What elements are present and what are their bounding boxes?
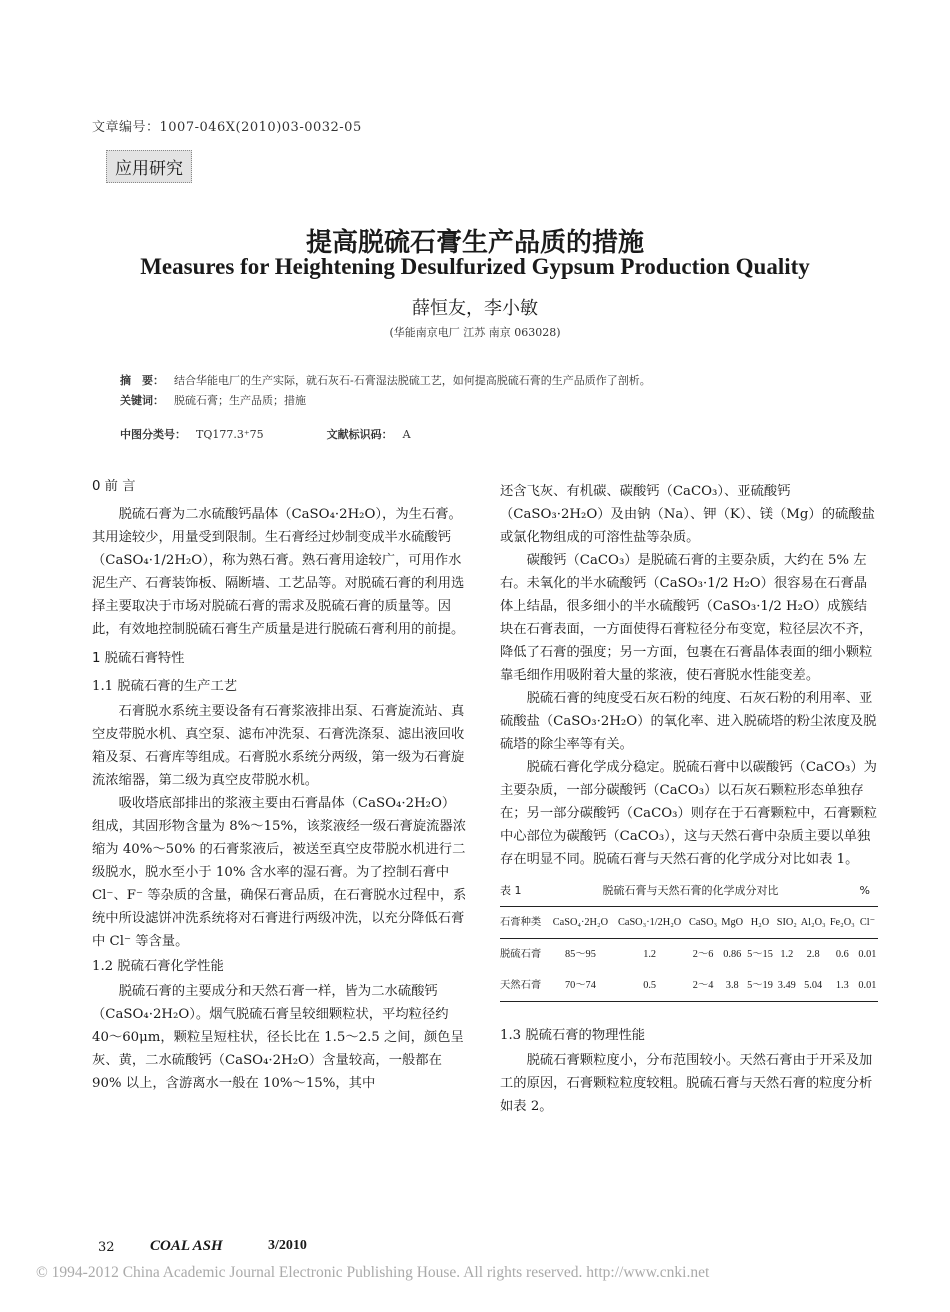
table-1 — [500, 879, 878, 1002]
table-title: 脱硫石膏与天然石膏的化学成分对比 — [602, 884, 779, 897]
classification-value: TQ177.3⁺75 — [196, 428, 264, 441]
keywords-label: 关键词： — [120, 394, 164, 407]
title-english: Measures for Heightening Desulfurized Gypsum Production Quality — [140, 254, 810, 279]
paragraph: 还含飞灰、有机碳、碳酸钙（CaCO₃）、亚硫酸钙（CaSO₃·2H₂O）及由钠（Na）、钾（K）、镁（Mg）的硫酸盐或氯化物组成的可溶性盐等杂质。 — [500, 484, 875, 545]
table-row — [500, 939, 878, 971]
paragraph: 脱硫石膏颗粒度小，分布范围较小。天然石膏由于开采及加工的原因，石膏颗粒粒度较粗。脱硫石膏与天然石膏的粒度分析如表 2。 — [500, 1053, 873, 1114]
subsection-heading-1-3: 1.3 脱硫石膏的物理性能 — [500, 1028, 646, 1043]
right-column — [500, 480, 878, 1118]
table-cell: 0.6 — [835, 949, 849, 960]
table-header: CaSO₃·1/2H₂O — [613, 907, 687, 939]
table-cell: 85～95 — [564, 949, 596, 960]
table-header: 石膏种类 — [500, 907, 548, 939]
keywords-text: 脱硫石膏；生产品质；措施 — [174, 394, 306, 407]
classification — [120, 426, 411, 442]
table-caption — [500, 879, 870, 902]
abstract — [120, 372, 651, 388]
table-cell: 5～19 — [745, 970, 775, 1002]
doc-code-value: A — [402, 428, 411, 441]
paragraph: 吸收塔底部排出的浆液主要由石膏晶体（CaSO₄·2H₂O）组成，其固形物含量为 8%～15%，该浆液经一级石膏旋流器浓缩为 40%～50% 的石膏浆液后，被送至真空皮带脱水机进行二级脱水，脱水至小于 10% 含水率的湿石膏。为了控制石膏中 Cl⁻、F⁻ 等杂质的含量，确保石膏品质，在石膏脱水过程中，系统中所设滤饼冲洗系统将对石膏进行两级冲洗，以充分降低石膏中 Cl⁻ 等含量。 — [92, 796, 467, 949]
table-cell: 70～74 — [548, 970, 613, 1002]
table-cell: 0.86 — [723, 949, 742, 960]
copyright-notice: © 1994-2012 China Academic Journal Electronic Publishing House. All rights reserved. http://www.cnki.net — [36, 1264, 710, 1281]
table-header: Cl⁻ — [857, 907, 878, 939]
column-tag: 应用研究 — [106, 150, 192, 183]
table-cell: 2～6 — [692, 949, 714, 960]
table-header: Fe₂O₃ — [828, 907, 857, 939]
authors: 薛恒友，李小敏 — [412, 298, 538, 319]
title-chinese: 提高脱硫石膏生产品质的措施 — [305, 228, 644, 258]
table-header: CaSO₄·2H₂O — [548, 907, 613, 939]
page-number: 32 — [98, 1240, 115, 1255]
paragraph: 石膏脱水系统主要设备有石膏浆液排出泵、石膏旋流站、真空皮带脱水机、真空泵、滤布冲洗泵、石膏洗涤泵、滤出液回收箱及泵、石膏库等组成。石膏脱水系统分两级，第一级为石膏旋流浓缩器，第二级为真空皮带脱水机。 — [92, 704, 465, 788]
section-heading-0: 0 前 言 — [92, 479, 136, 494]
table-header: SIO₂ — [775, 907, 799, 939]
paragraph: 脱硫石膏的主要成分和天然石膏一样，皆为二水硫酸钙（CaSO₄·2H₂O）。烟气脱硫石膏呈较细颗粒状，平均粒径约 40～60μm，颗粒呈短柱状，径长比在 1.5～2.5 之间，颜色呈灰、黄，二水硫酸钙（CaSO₄·2H₂O）含量较高，一般都在 90% 以上，含游离水一般在 10%～15%，其中 — [92, 984, 464, 1091]
paragraph: 脱硫石膏为二水硫酸钙晶体（CaSO₄·2H₂O），为生石膏。其用途较少，用量受到限制。生石膏经过炒制变成半水硫酸钙（CaSO₄·1/2H₂O），称为熟石膏。熟石膏用途较广，可用作水泥生产、石膏装饰板、隔断墙、工艺品等。对脱硫石膏的利用选择主要取决于市场对脱硫石膏的需求及脱硫石膏的质量等。因此，有效地控制脱硫石膏生产质量是进行脱硫石膏利用的前提。 — [92, 507, 465, 637]
table-cell: 3.49 — [775, 970, 799, 1002]
composition-table — [500, 906, 878, 1002]
subsection-heading-1-2: 1.2 脱硫石膏化学性能 — [92, 959, 224, 974]
table-row — [500, 970, 878, 1002]
article-number: 文章编号：1007-046X(2010)03-0032-05 — [92, 120, 362, 135]
table-cell: 5～15 — [747, 949, 773, 960]
table-header-row — [500, 907, 878, 939]
journal-issue: 3/2010 — [268, 1238, 307, 1253]
table-cell: 2～4 — [687, 970, 720, 1002]
table-cell: 3.8 — [720, 970, 745, 1002]
table-cell: 0.5 — [613, 970, 687, 1002]
keywords — [120, 392, 306, 408]
table-cell: 脱硫石膏 — [500, 949, 542, 960]
table-unit: % — [859, 884, 870, 897]
table-label: 表 1 — [500, 884, 522, 897]
section-heading-1: 1 脱硫石膏特性 — [92, 651, 185, 666]
table-header: CaSO₃ — [687, 907, 720, 939]
paragraph: 碳酸钙（CaCO₃）是脱硫石膏的主要杂质，大约在 5% 左右。未氧化的半水硫酸钙（CaSO₃·1/2 H₂O）很容易在石膏晶体上结晶，很多细小的半水硫酸钙（CaSO₃·1/2 H₂O）成簇结块在石膏表面，一方面使得石膏粒径分布变宽，粒径层次不齐，降低了石膏的强度；另一方面，包裹在石膏晶体表面的细小颗粒靠毛细作用吸附着大量的浆液，使石膏脱水性能变差。 — [500, 553, 873, 683]
doc-code-label: 文献标识码： — [326, 428, 393, 441]
table-cell: 天然石膏 — [500, 970, 548, 1002]
table-cell: 1.2 — [780, 949, 794, 960]
journal-name: COAL ASH — [150, 1238, 223, 1254]
table-cell: 2.8 — [806, 949, 820, 960]
table-header: MgO — [720, 907, 745, 939]
table-header: H₂O — [745, 907, 775, 939]
table-header: Al₂O₃ — [799, 907, 828, 939]
table-cell: 0.01 — [857, 970, 878, 1002]
abstract-label: 摘 要： — [120, 374, 164, 387]
table-cell: 1.3 — [828, 970, 857, 1002]
paragraph: 脱硫石膏的纯度受石灰石粉的纯度、石灰石粉的利用率、亚硫酸盐（CaSO₃·2H₂O）的氧化率、进入脱硫塔的粉尘浓度及脱硫塔的除尘率等有关。 — [500, 691, 877, 752]
abstract-text: 结合华能电厂的生产实际，就石灰石-石膏湿法脱硫工艺，如何提高脱硫石膏的生产品质作了剖析。 — [174, 374, 651, 387]
table-cell: 0.01 — [858, 949, 877, 960]
table-cell: 5.04 — [799, 970, 828, 1002]
classification-label: 中图分类号： — [120, 428, 186, 441]
table-cell: 1.2 — [643, 949, 657, 960]
subsection-heading-1-1: 1.1 脱硫石膏的生产工艺 — [92, 679, 238, 694]
left-column — [92, 472, 467, 1095]
affiliation: (华能南京电厂 江苏 南京 063028) — [389, 326, 561, 339]
paragraph: 脱硫石膏化学成分稳定。脱硫石膏中以碳酸钙（CaCO₃）为主要杂质，一部分碳酸钙（CaCO₃）以石灰石颗粒形态单独存在；另一部分碳酸钙（CaCO₃）则存在于石膏颗粒中，石膏颗粒中心部位为碳酸钙（CaCO₃），这与天然石膏中杂质主要以单独存在明显不同。脱硫石膏与天然石膏的化学成分对比如表 1。 — [500, 760, 877, 867]
